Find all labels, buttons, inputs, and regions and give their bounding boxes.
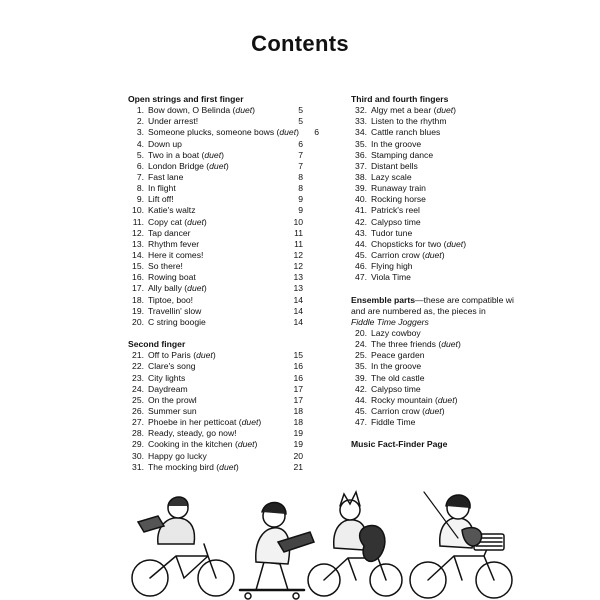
entry-title xyxy=(148,272,283,283)
contents-entry[interactable] xyxy=(128,172,303,183)
entry-number: 26. xyxy=(132,405,144,416)
entry-title: London Bridge (duet) xyxy=(148,160,229,171)
contents-entry[interactable] xyxy=(128,417,303,428)
entry-number: 22. xyxy=(132,361,144,372)
entry-note: duet xyxy=(237,439,255,450)
entry-title xyxy=(371,205,526,216)
entry-number: 10. xyxy=(132,205,144,216)
contents-entry[interactable] xyxy=(351,194,526,205)
entry-number: 47. xyxy=(355,417,367,428)
entry-title: Carrion crow (duet) xyxy=(371,249,445,260)
section-spacer xyxy=(128,328,303,339)
entry-page-number: 8 xyxy=(298,183,303,194)
entry-note: duet xyxy=(436,105,454,116)
entry-page-number: 20 xyxy=(293,450,303,461)
entry-number: 1. xyxy=(136,105,144,116)
entry-page-number: 9 xyxy=(298,194,303,205)
entry-title xyxy=(148,295,283,306)
entry-number: 25. xyxy=(355,350,367,361)
entry-title-text: Someone plucks, someone bows xyxy=(148,127,275,138)
entry-page-number: 21 xyxy=(293,461,303,472)
ensemble-intro-text: —these are compatible wi xyxy=(415,294,514,305)
contents-entry[interactable] xyxy=(128,283,303,294)
entry-title-text: Lift off! xyxy=(148,194,174,205)
entry-title-text: Calypso time xyxy=(371,216,421,227)
entry-number: 34. xyxy=(355,127,367,138)
entry-page-number: 13 xyxy=(293,283,303,294)
entry-number: 7. xyxy=(136,171,144,182)
entry-title xyxy=(148,194,283,205)
entry-title-text: Bow down, O Belinda xyxy=(148,105,231,116)
entry-title-text: Daydream xyxy=(148,383,188,394)
entry-page-number: 10 xyxy=(293,216,303,227)
contents-entry[interactable] xyxy=(351,228,526,239)
contents-entry[interactable] xyxy=(128,361,303,372)
entry-number: 21. xyxy=(132,350,144,361)
entry-title xyxy=(148,406,283,417)
entry-title xyxy=(371,361,526,372)
entry-title-text: Flying high xyxy=(371,261,413,272)
entry-number: 44. xyxy=(355,394,367,405)
contents-entry[interactable] xyxy=(351,406,526,417)
ensemble-intro xyxy=(351,295,526,306)
entry-title-text: Patrick's reel xyxy=(371,205,420,216)
entry-note: duet xyxy=(437,394,455,405)
entry-number: 35. xyxy=(355,138,367,149)
entry-title: Phoebe in her petticoat (duet) xyxy=(148,417,262,428)
contents-entry[interactable] xyxy=(128,194,303,205)
entry-number: 39. xyxy=(355,372,367,383)
entry-title-text: London Bridge xyxy=(148,160,204,171)
entry-title-text: Phoebe in her petticoat xyxy=(148,417,237,428)
contents-entry[interactable] xyxy=(128,451,303,462)
entry-title xyxy=(148,306,283,317)
entry-title: The three friends (duet) xyxy=(371,339,461,350)
entry-note: duet xyxy=(196,350,213,361)
entry-title: Bow down, O Belinda (duet) xyxy=(148,105,256,116)
children-on-bikes-with-instruments-icon xyxy=(128,486,518,600)
entry-title xyxy=(371,328,526,339)
entry-title-text: Fast lane xyxy=(148,171,184,182)
entry-number: 33. xyxy=(355,116,367,127)
entry-title xyxy=(148,228,283,239)
entry-number: 47. xyxy=(355,272,367,283)
entry-page-number: 7 xyxy=(298,149,303,160)
entry-note: duet xyxy=(279,127,297,138)
contents-entry[interactable] xyxy=(351,183,526,194)
entry-number: 13. xyxy=(132,238,144,249)
entry-note: duet xyxy=(424,249,442,260)
contents-entry[interactable] xyxy=(128,439,303,450)
entry-title-text: Cooking in the kitchen xyxy=(148,439,233,450)
entry-number: 45. xyxy=(355,249,367,260)
entry-number: 40. xyxy=(355,194,367,205)
entry-number: 25. xyxy=(132,394,144,405)
entry-page-number: 12 xyxy=(293,261,303,272)
entry-title-text: In the groove xyxy=(371,361,422,372)
contents-entry[interactable] xyxy=(128,272,303,283)
contents-entry[interactable] xyxy=(128,139,303,150)
entry-title xyxy=(148,395,283,406)
contents-entry[interactable] xyxy=(128,150,303,161)
entry-title-text: Lazy cowboy xyxy=(371,327,421,338)
contents-entry[interactable] xyxy=(351,261,526,272)
entry-page-number: 11 xyxy=(294,238,303,249)
contents-entry[interactable] xyxy=(128,127,319,138)
entry-page-number: 8 xyxy=(298,171,303,182)
entry-number: 41. xyxy=(355,205,367,216)
entry-number: 17. xyxy=(132,283,144,294)
entry-title-text: Rocking horse xyxy=(371,194,426,205)
entry-page-number: 18 xyxy=(293,417,303,428)
entry-title xyxy=(148,183,283,194)
ensemble-book-title xyxy=(351,317,526,328)
entry-title xyxy=(148,116,283,127)
entry-number: 3. xyxy=(136,127,144,138)
entry-title-text: Carrion crow xyxy=(371,249,420,260)
entry-page-number: 7 xyxy=(298,160,303,171)
contents-entry[interactable] xyxy=(351,350,526,361)
entry-title xyxy=(148,172,283,183)
contents-entry[interactable] xyxy=(351,417,526,428)
entry-title-text: City lights xyxy=(148,372,186,383)
entry-number: 32. xyxy=(355,105,367,116)
entry-title-text: Clare's song xyxy=(148,361,196,372)
entry-title-text: Runaway train xyxy=(371,183,426,194)
entry-page-number: 6 xyxy=(314,127,319,138)
contents-entry[interactable] xyxy=(128,250,303,261)
contents-entry[interactable] xyxy=(128,306,303,317)
entry-number: 12. xyxy=(132,227,144,238)
entry-number: 2. xyxy=(136,116,144,127)
entry-title xyxy=(148,451,283,462)
entry-title: Copy cat (duet) xyxy=(148,216,207,227)
entry-title-text: So there! xyxy=(148,261,183,272)
contents-entry[interactable] xyxy=(351,127,526,138)
entry-title-text: Ally bally xyxy=(148,283,182,294)
section-heading: Open strings and first finger xyxy=(128,94,244,104)
entry-title xyxy=(371,217,526,228)
entry-title xyxy=(371,261,526,272)
section-heading: Third and fourth fingers xyxy=(351,94,449,104)
entry-title xyxy=(371,127,526,138)
entry-title: Someone plucks, someone bows (duet) xyxy=(148,127,299,138)
entry-number: 11. xyxy=(132,216,144,227)
entry-number: 42. xyxy=(355,216,367,227)
entry-page-number: 17 xyxy=(293,394,303,405)
entry-title-text: Rhythm fever xyxy=(148,238,200,249)
entry-title-text: Rocky mountain xyxy=(371,394,433,405)
entry-number: 15. xyxy=(132,261,144,272)
contents-entry[interactable] xyxy=(128,261,303,272)
entry-number: 39. xyxy=(355,183,367,194)
contents-entry[interactable] xyxy=(351,239,526,250)
section-heading: Ensemble parts xyxy=(351,294,415,305)
entry-title-text: Rowing boat xyxy=(148,272,196,283)
contents-entry[interactable] xyxy=(128,295,303,306)
entry-title xyxy=(371,183,526,194)
entry-page-number: 19 xyxy=(293,439,303,450)
entry-title xyxy=(148,250,283,261)
entry-title: Algy met a bear (duet) xyxy=(371,105,457,116)
entry-number: 19. xyxy=(132,305,144,316)
entry-number: 5. xyxy=(136,149,144,160)
entry-number: 31. xyxy=(132,461,144,472)
contents-entry[interactable] xyxy=(351,373,526,384)
entry-number: 27. xyxy=(132,417,144,428)
contents-entry[interactable] xyxy=(128,183,303,194)
entry-title xyxy=(371,373,526,384)
entry-title xyxy=(148,261,283,272)
entry-title-text: Travellin' slow xyxy=(148,305,202,316)
contents-entry[interactable] xyxy=(351,172,526,183)
entry-title-text: Distant bells xyxy=(371,160,418,171)
entry-note: duet xyxy=(235,105,253,116)
entry-title xyxy=(371,417,526,428)
entry-page-number: 17 xyxy=(293,383,303,394)
entry-number: 9. xyxy=(136,194,144,205)
entry-title xyxy=(371,194,526,205)
section-heading: Second finger xyxy=(128,339,186,350)
entry-title xyxy=(371,161,526,172)
entry-number: 30. xyxy=(132,450,144,461)
contents-entry[interactable] xyxy=(128,161,303,172)
entry-title-text: Carrion crow xyxy=(371,405,420,416)
entry-title-text: Down up xyxy=(148,138,182,149)
entry-number: 24. xyxy=(132,383,144,394)
contents-right-column xyxy=(351,94,526,451)
entry-title xyxy=(371,350,526,361)
contents-entry[interactable] xyxy=(128,228,303,239)
entry-title-text: Two in a boat xyxy=(148,149,200,160)
entry-title-text: The old castle xyxy=(371,372,425,383)
entry-title-text: Summer sun xyxy=(148,405,197,416)
entry-title-text: Fiddle Time xyxy=(371,417,416,428)
entry-number: 35. xyxy=(355,361,367,372)
entry-note: duet xyxy=(441,339,458,350)
entry-title: The mocking bird (duet) xyxy=(148,461,239,472)
contents-entry[interactable] xyxy=(128,239,303,250)
entry-note: duet xyxy=(219,461,236,472)
section-spacer xyxy=(351,428,526,439)
entry-title: Off to Paris (duet) xyxy=(148,350,216,361)
entry-title-text: On the prowl xyxy=(148,394,197,405)
entry-title-text: Happy go lucky xyxy=(148,450,207,461)
entry-title: Carrion crow (duet) xyxy=(371,405,445,416)
contents-entry[interactable] xyxy=(128,217,303,228)
book-title: Fiddle Time Joggers xyxy=(351,316,429,327)
contents-entry[interactable] xyxy=(128,406,303,417)
entry-page-number: 14 xyxy=(293,294,303,305)
entry-number: 24. xyxy=(355,339,367,350)
entry-title-text: Tap dancer xyxy=(148,227,191,238)
contents-entry[interactable] xyxy=(351,384,526,395)
page-title: Contents xyxy=(251,31,349,56)
entry-page-number: 6 xyxy=(298,138,303,149)
entry-title-text: Tudor tune xyxy=(371,227,413,238)
entry-page-number: 14 xyxy=(293,316,303,327)
entry-note: duet xyxy=(204,149,222,160)
entry-number: 42. xyxy=(355,383,367,394)
entry-title: Two in a boat (duet) xyxy=(148,149,224,160)
entry-page-number: 12 xyxy=(293,249,303,260)
contents-entry[interactable] xyxy=(351,272,526,283)
entry-title-text: Copy cat xyxy=(148,216,182,227)
entry-title: Ally bally (duet) xyxy=(148,283,207,294)
entry-title-text: Lazy scale xyxy=(371,171,412,182)
entry-title-text: Tiptoe, boo! xyxy=(148,294,194,305)
contents-entry[interactable] xyxy=(351,395,526,406)
entry-title xyxy=(148,317,283,328)
entry-number: 14. xyxy=(132,249,144,260)
entry-number: 28. xyxy=(132,428,144,439)
entry-title-text: Algy met a bear xyxy=(371,105,432,116)
entry-title-text: In the groove xyxy=(371,138,422,149)
entry-title xyxy=(371,384,526,395)
entry-number: 43. xyxy=(355,227,367,238)
contents-entry[interactable] xyxy=(351,105,526,116)
entry-title-text: Listen to the rhythm xyxy=(371,116,447,127)
entry-note: duet xyxy=(241,417,259,428)
contents-entry[interactable] xyxy=(128,384,303,395)
entry-title-text: Viola Time xyxy=(371,272,411,283)
entry-page-number: 11 xyxy=(294,227,303,238)
contents-left-column xyxy=(128,94,319,473)
entry-page-number: 14 xyxy=(293,305,303,316)
entry-title-text: Peace garden xyxy=(371,350,425,361)
entry-title xyxy=(371,228,526,239)
contents-entry[interactable] xyxy=(128,105,303,116)
entry-title-text: The three friends xyxy=(371,339,436,350)
entry-page-number: 16 xyxy=(293,361,303,372)
entry-note: duet xyxy=(187,216,204,227)
entry-number: 45. xyxy=(355,405,367,416)
entry-number: 38. xyxy=(355,171,367,182)
entry-title-text: Here it comes! xyxy=(148,249,204,260)
entry-title: Chopsticks for two (duet) xyxy=(371,238,467,249)
contents-entry[interactable] xyxy=(128,317,303,328)
entry-title: Cooking in the kitchen (duet) xyxy=(148,439,258,450)
contents-entry[interactable] xyxy=(351,139,526,150)
entry-number: 8. xyxy=(136,183,144,194)
entry-title-text: Under arrest! xyxy=(148,116,199,127)
section-spacer xyxy=(351,283,526,294)
contents-entry[interactable] xyxy=(351,328,526,339)
entry-page-number: 15 xyxy=(293,350,303,361)
entry-number: 20. xyxy=(355,327,367,338)
entry-title-text: In flight xyxy=(148,183,176,194)
entry-page-number: 5 xyxy=(298,105,303,116)
entry-number: 36. xyxy=(355,149,367,160)
entry-title xyxy=(148,384,283,395)
entry-title xyxy=(148,373,283,384)
entry-title xyxy=(371,116,526,127)
entry-page-number: 16 xyxy=(293,372,303,383)
entry-title xyxy=(371,150,526,161)
entry-number: 16. xyxy=(132,272,144,283)
entry-title-text: Off to Paris xyxy=(148,350,191,361)
entry-number: 18. xyxy=(132,294,144,305)
entry-number: 23. xyxy=(132,372,144,383)
entry-number: 6. xyxy=(136,160,144,171)
contents-entry[interactable] xyxy=(128,428,303,439)
contents-entry[interactable] xyxy=(351,205,526,216)
contents-entry[interactable] xyxy=(351,150,526,161)
entry-note: duet xyxy=(209,160,226,171)
contents-entry[interactable] xyxy=(351,217,526,228)
entry-title xyxy=(371,139,526,150)
contents-entry[interactable] xyxy=(128,373,303,384)
entry-note: duet xyxy=(424,405,442,416)
entry-title xyxy=(371,272,526,283)
entry-title xyxy=(148,428,283,439)
fact-finder-link[interactable]: Music Fact-Finder Page xyxy=(351,439,448,450)
entry-title-text: Ready, steady, go now! xyxy=(148,428,237,439)
contents-entry[interactable] xyxy=(351,361,526,372)
entry-number: 46. xyxy=(355,261,367,272)
entry-number: 44. xyxy=(355,238,367,249)
entry-title xyxy=(148,139,283,150)
entry-number: 4. xyxy=(136,138,144,149)
entry-title-text: The mocking bird xyxy=(148,461,214,472)
contents-entry[interactable] xyxy=(128,395,303,406)
contents-entry[interactable] xyxy=(351,250,526,261)
entry-title-text: Cattle ranch blues xyxy=(371,127,441,138)
entry-title-text: Calypso time xyxy=(371,383,421,394)
contents-entry[interactable] xyxy=(128,116,303,127)
entry-title: Rocky mountain (duet) xyxy=(371,394,458,405)
entry-page-number: 19 xyxy=(293,428,303,439)
contents-entry[interactable] xyxy=(351,161,526,172)
entry-title-text: Chopsticks for two xyxy=(371,238,442,249)
entry-page-number: 18 xyxy=(293,405,303,416)
contents-entry[interactable] xyxy=(128,462,303,473)
entry-note: duet xyxy=(187,283,204,294)
entry-number: 37. xyxy=(355,160,367,171)
entry-page-number: 9 xyxy=(298,205,303,216)
entry-title-text: Katie's waltz xyxy=(148,205,196,216)
entry-number: 29. xyxy=(132,439,144,450)
entry-title-text: Stamping dance xyxy=(371,149,434,160)
entry-note: duet xyxy=(446,238,464,249)
entry-title xyxy=(148,239,283,250)
entry-title xyxy=(371,172,526,183)
contents-entry[interactable] xyxy=(351,339,526,350)
contents-entry[interactable] xyxy=(128,350,303,361)
ensemble-intro-text: and are numbered as, the pieces in xyxy=(351,305,486,316)
entry-number: 20. xyxy=(132,316,144,327)
contents-entry[interactable] xyxy=(128,205,303,216)
entry-title-text: C string boogie xyxy=(148,316,206,327)
entry-title xyxy=(148,361,283,372)
entry-title xyxy=(148,205,283,216)
contents-entry[interactable] xyxy=(351,116,526,127)
entry-page-number: 5 xyxy=(298,116,303,127)
entry-page-number: 13 xyxy=(293,272,303,283)
